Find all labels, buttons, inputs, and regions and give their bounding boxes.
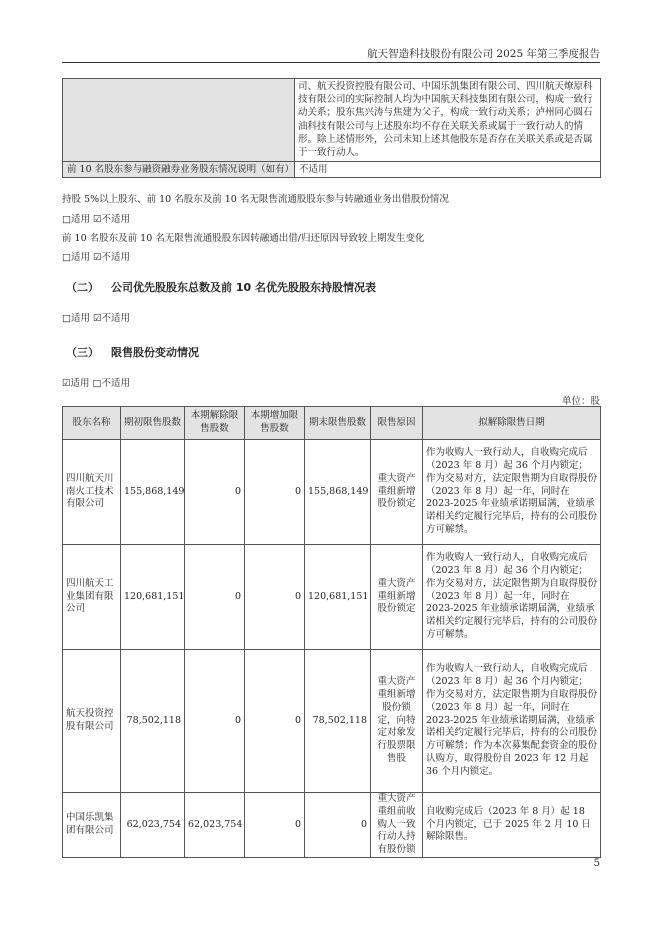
header-release-date: 拟解除限售日期 xyxy=(423,407,601,440)
change-question: 前 10 名股东及前 10 名无限售流通股股东因转融通出借/归还原因导致较上期发生变化 xyxy=(62,233,425,244)
closing-restricted: 155,868,149 xyxy=(305,440,371,545)
shareholder-name: 航天投资控股有限公司 xyxy=(63,650,121,793)
section-2-number: （二） xyxy=(66,281,99,294)
added-shares: 0 xyxy=(245,650,305,793)
margin-row xyxy=(63,162,601,178)
section-3-answer: ☑适用 □不适用 xyxy=(62,378,131,389)
section-3-title: 限售股份变动情况 xyxy=(111,346,199,359)
opening-restricted: 62,023,754 xyxy=(121,793,185,858)
released-shares: 0 xyxy=(185,545,245,650)
table-row xyxy=(63,545,601,650)
section-3-number: （三） xyxy=(66,346,99,359)
table-row xyxy=(63,793,601,858)
closing-restricted: 120,681,151 xyxy=(305,545,371,650)
restriction-reason: 重大资产重组新增股份锁定 xyxy=(371,545,423,650)
added-shares: 0 xyxy=(245,545,305,650)
release-date: 自收购完成后（2023 年 8 月）起 18 个月内锁定，已于 2025 年 2 月 10 日解除限售。 xyxy=(423,793,601,858)
restriction-reason: 重大资产重组前收购人一致行动人持有股份锁 xyxy=(371,793,423,858)
release-date: 作为收购人一致行动人，自收购完成后（2023 年 8 月）起 36 个月内锁定；作为交易对方，法定限售期为自取得股份（2023 年 8 月）起一年，同时在 2023-2025 年业绩承诺期届满，业绩承诺相关约定履行完毕后，持有的公司股份方可解禁；作为本次募集配套资金的股份认购方，取得股份自 2023 年 12 月起 36 个月内锁定。 xyxy=(423,650,601,793)
release-date: 作为收购人一致行动人，自收购完成后（2023 年 8 月）起 36 个月内锁定；作为交易对方，法定限售期为自取得股份（2023 年 8 月）起一年，同时在 2023-2025 年业绩承诺期届满，业绩承诺相关约定履行完毕后，持有的公司股份方可解禁。 xyxy=(423,440,601,545)
unit-label: 单位：股 xyxy=(561,396,600,407)
closing-restricted: 78,502,118 xyxy=(305,650,371,793)
restriction-reason: 重大资产重组新增股份锁定 xyxy=(371,440,423,545)
relation-row xyxy=(63,79,601,162)
opening-restricted: 120,681,151 xyxy=(121,545,185,650)
page-number: 5 xyxy=(593,858,600,869)
table-header-row xyxy=(63,407,601,440)
release-date: 作为收购人一致行动人，自收购完成后（2023 年 8 月）起 36 个月内锁定；作为交易对方，法定限售期为自取得股份（2023 年 8 月）起一年，同时在 2023-2025 年业绩承诺期届满，业绩承诺相关约定履行完毕后，持有的公司股份方可解禁。 xyxy=(423,545,601,650)
opening-restricted: 78,502,118 xyxy=(121,650,185,793)
change-answer: □适用 ☑不适用 xyxy=(62,252,131,263)
shareholder-name: 四川航天川南火工技术有限公司 xyxy=(63,440,121,545)
released-shares: 0 xyxy=(185,650,245,793)
lending-question: 持股 5%以上股东、前 10 名股东及前 10 名无限售流通股股东参与转融通业务出借股份情况 xyxy=(62,194,449,205)
report-header-title: 航天智造科技股份有限公司 2025 年第三季度报告 xyxy=(367,48,600,60)
header-closing-restricted: 期末限售股数 xyxy=(305,407,371,440)
header-shareholder-name: 股东名称 xyxy=(63,407,121,440)
added-shares: 0 xyxy=(245,440,305,545)
table-row xyxy=(63,440,601,545)
header-divider xyxy=(62,62,600,63)
relation-description: 司、航天投资控股有限公司、中国乐凯集团有限公司、四川航天燎原科技有限公司的实际控制人均为中国航天科技集团有限公司，构成一致行动关系；股东焦兴涛与焦建为父子，构成一致行动关系；泸州同心圆石油科技有限公司与上述股东均不存在关联关系或属于一致行动人的情形。除上述情形外，公司未知上述其他股东是否存在关联关系或是否属于一致行动人。 xyxy=(295,79,601,162)
added-shares: 0 xyxy=(245,793,305,858)
restricted-shares-table xyxy=(62,406,601,858)
section-2-title: 公司优先股股东总数及前 10 名优先股股东持股情况表 xyxy=(111,281,376,294)
section-2-heading xyxy=(66,279,376,295)
opening-restricted: 155,868,149 xyxy=(121,440,185,545)
shareholder-relation-table xyxy=(62,78,601,178)
margin-trading-value: 不适用 xyxy=(295,162,601,178)
section-2-answer: □适用 ☑不适用 xyxy=(62,313,131,324)
margin-trading-label: 前 10 名股东参与融资融券业务股东情况说明（如有） xyxy=(63,162,295,178)
closing-restricted: 0 xyxy=(305,793,371,858)
released-shares: 62,023,754 xyxy=(185,793,245,858)
shareholder-name: 四川航天工业集团有限公司 xyxy=(63,545,121,650)
released-shares: 0 xyxy=(185,440,245,545)
restriction-reason: 重大资产重组新增股份锁定，向特定对象发行股票限售股 xyxy=(371,650,423,793)
lending-answer: □适用 ☑不适用 xyxy=(62,214,131,225)
section-3-heading xyxy=(66,344,199,360)
header-released: 本期解除限售股数 xyxy=(185,407,245,440)
relation-label-cell xyxy=(63,79,295,162)
header-opening-restricted: 期初限售股数 xyxy=(121,407,185,440)
shareholder-name: 中国乐凯集团有限公司 xyxy=(63,793,121,858)
header-restriction-reason: 限售原因 xyxy=(371,407,423,440)
header-added: 本期增加限售股数 xyxy=(245,407,305,440)
table-row xyxy=(63,650,601,793)
